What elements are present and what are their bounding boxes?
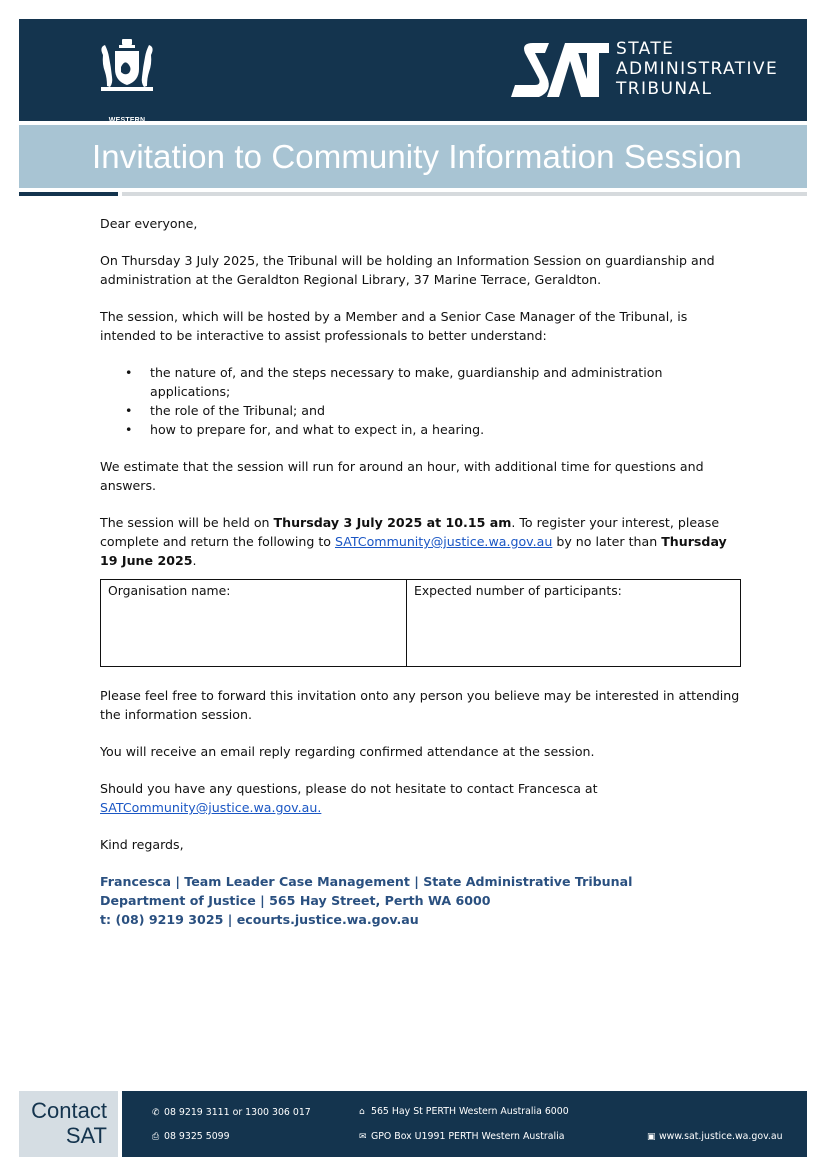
title-band <box>19 125 807 188</box>
website-text[interactable]: www.sat.justice.wa.gov.au <box>659 1131 783 1142</box>
home-icon: ⌂ <box>359 1107 365 1117</box>
participants-label: Expected number of participants: <box>414 583 622 598</box>
crest-icon <box>89 37 165 93</box>
registration-text-3: by no later than <box>552 534 662 549</box>
phone-icon: ✆ <box>152 1108 160 1118</box>
letter-body <box>100 214 740 929</box>
topics-list <box>100 363 740 439</box>
address-text: 565 Hay St PERTH Western Australia 6000 <box>371 1106 569 1117</box>
footer-address <box>359 1106 569 1117</box>
sat-logo-line-tribunal: TRIBUNAL <box>616 79 713 99</box>
laptop-icon: ▣ <box>647 1132 656 1142</box>
list-item: • the role of the Tribunal; and <box>100 401 740 420</box>
footer-phone <box>152 1107 311 1118</box>
footer-fax <box>152 1131 230 1142</box>
registration-form-table <box>100 579 741 667</box>
contact-line-1: Contact <box>31 1098 107 1123</box>
footer-po-box <box>359 1131 564 1142</box>
footer-website[interactable] <box>647 1131 783 1142</box>
organisation-name-cell[interactable] <box>101 580 407 667</box>
western-australia-crest-logo <box>89 37 165 124</box>
paragraph-session-host: The session, which will be hosted by a Member and a Senior Case Manager of the Tribunal, is intended to be interactive to assist professionals to better understand: <box>100 309 688 343</box>
registration-text-2: . To register your interest, please complete and return the following to <box>100 515 720 549</box>
list-item: • the nature of, and the steps necessary to make, guardianship and administration applications; <box>100 363 740 401</box>
participants-cell[interactable] <box>407 580 741 667</box>
paragraph-session-date: On Thursday 3 July 2025, the Tribunal will be holding an Information Session on guardianship and administration at the Geraldton Regional Library, 37 Marine Terrace, Geraldton. <box>100 253 715 287</box>
registration-text-1: The session will be held on <box>100 515 274 530</box>
mail-icon: ✉ <box>359 1132 367 1142</box>
page-title: Invitation to Community Information Session <box>92 138 742 175</box>
footer <box>19 1091 807 1157</box>
paragraph-forward: Please feel free to forward this invitation onto any person you believe may be interested in attending the information session. <box>100 688 740 722</box>
fax-icon: ⎙ <box>152 1132 160 1142</box>
sat-logo-line-state: STATE <box>616 39 675 59</box>
contact-email-link[interactable]: SATCommunity@justice.wa.gov.au. <box>100 800 322 815</box>
paragraph-registration <box>100 513 740 570</box>
signature-line-2: Department of Justice | 565 Hay Street, Perth WA 6000 <box>100 893 491 908</box>
registration-text-4: . <box>192 553 197 568</box>
signature-line-1: Francesca | Team Leader Case Management | State Administrative Tribunal <box>100 874 633 889</box>
footer-contact-box <box>19 1091 118 1157</box>
fax-text: 08 9325 5099 <box>164 1131 230 1142</box>
registration-deadline: Thursday 19 June 2025 <box>100 534 727 568</box>
footer-contact-heading <box>31 1098 107 1148</box>
list-item: • how to prepare for, and what to expect in, a hearing. <box>100 420 740 439</box>
organisation-name-label: Organisation name: <box>108 583 231 598</box>
sat-logo-wordmark <box>616 39 778 99</box>
accent-bar-dark <box>19 192 118 196</box>
greeting: Dear everyone, <box>100 216 198 231</box>
paragraph-confirmation: You will receive an email reply regarding confirmed attendance at the session. <box>100 744 595 759</box>
paragraph-questions <box>100 779 740 817</box>
sat-logo-line-administrative: ADMINISTRATIVE <box>616 59 779 79</box>
wa-logo-text: WESTERN <box>108 117 146 124</box>
contact-line-2: SAT <box>65 1123 107 1148</box>
header-band <box>19 19 807 124</box>
paragraph-duration: We estimate that the session will run for around an hour, with additional time for questions and answers. <box>100 459 704 493</box>
closing: Kind regards, <box>100 837 184 852</box>
registration-email-link[interactable]: SATCommunity@justice.wa.gov.au <box>334 534 553 549</box>
questions-text: Should you have any questions, please do not hesitate to contact Francesca at <box>100 781 598 796</box>
po-box-text: GPO Box U1991 PERTH Western Australia <box>371 1131 565 1142</box>
footer-details <box>122 1091 807 1157</box>
session-datetime: Thursday 3 July 2025 at 10.15 am <box>273 515 512 530</box>
sat-logo-mark-icon <box>511 39 609 103</box>
accent-bar-light <box>122 192 807 196</box>
phone-text: 08 9219 3111 or 1300 306 017 <box>164 1107 311 1118</box>
signature-line-3: t: (08) 9219 3025 | ecourts.justice.wa.gov.au <box>100 912 419 927</box>
